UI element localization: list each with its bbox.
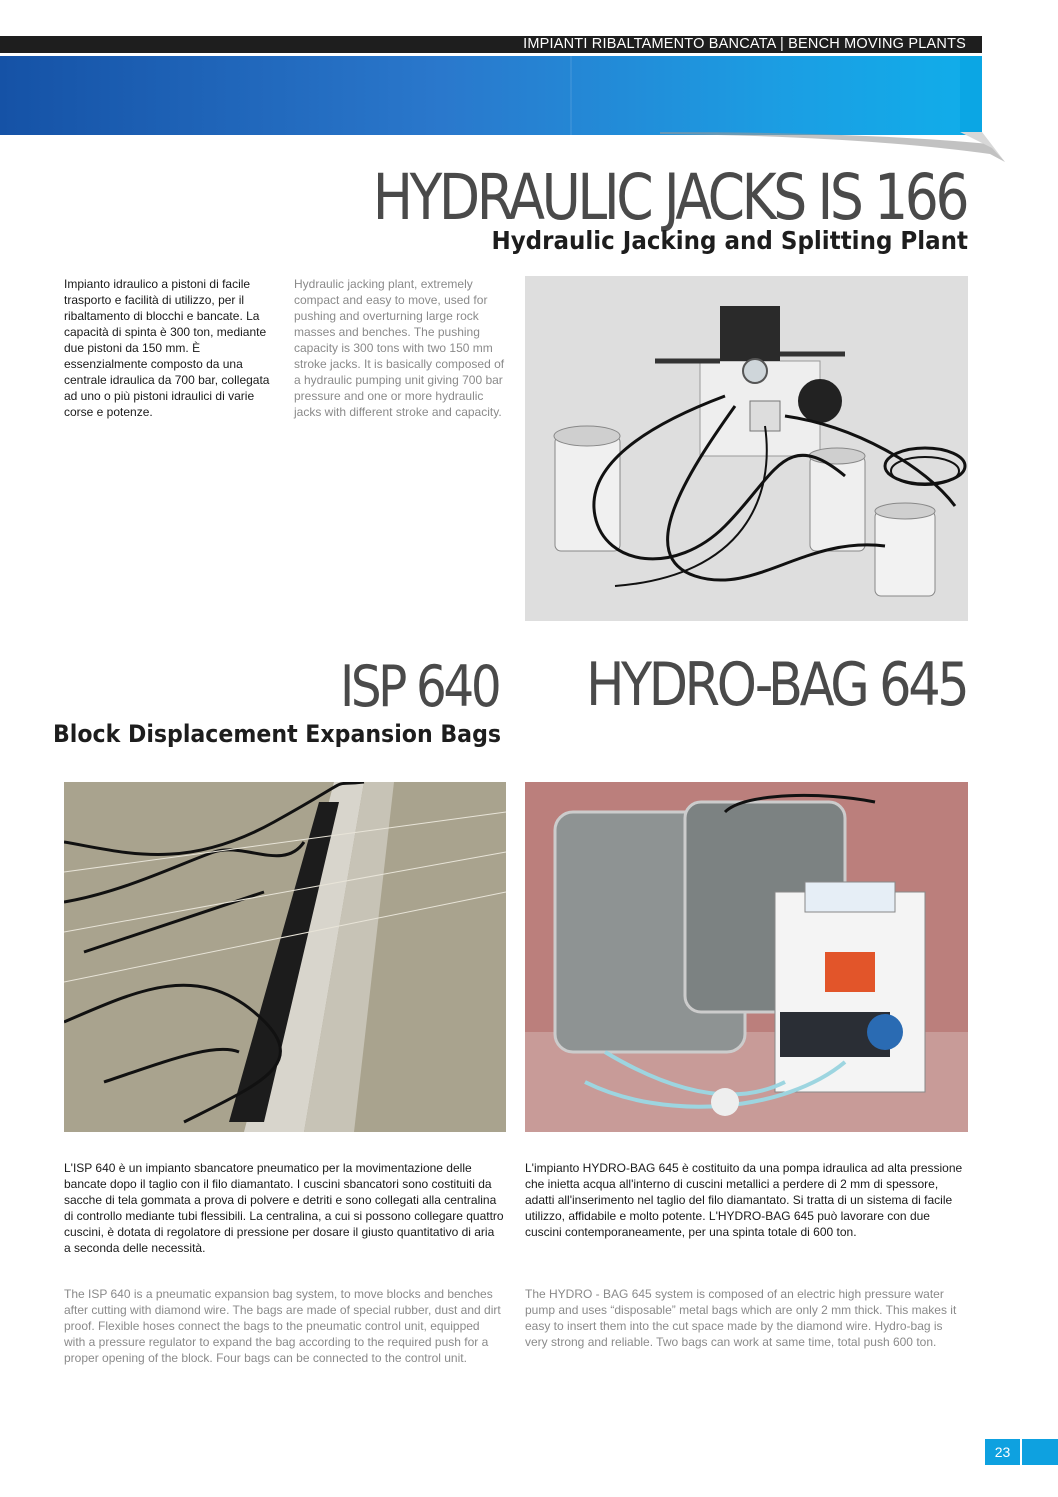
product3-text-italian: L'impianto HYDRO-BAG 645 è costituito da una pompa idraulica ad alta pressione che inietta acqua all'interno di cuscini metallici a perdere di 2 mm di spessore, adatti all'inserimento nel taglio del filo diamantato. Si tratta di un sistema di facile utilizzo, affidabile e molto potente. L'HYDRO-BAG 645 può lavorare con due cuscini contemporaneamente, per una spinta totale di 600 ton.	[525, 1161, 963, 1239]
product3-title: HYDRO-BAG 645	[585, 650, 966, 720]
product2-text-italian: L'ISP 640 è un impianto sbancatore pneumatico per la movimentazione delle bancate dopo il taglio con il filo diamantato. I cuscini sbancatori sono costituiti da sacche di tela gommata a prova di polvere e detriti e sono collegati alla centralina di controllo mediante tubi flessibili. La centralina, a cui si possono collegare quattro cuscini, è dotata di regolatore di pressione per dosare il giusto quantitativo di aria a seconda delle necessità.	[64, 1161, 504, 1255]
product3-text-english: The HYDRO - BAG 645 system is composed of an electric high pressure water pump and uses “disposable” metal bags which are only 2 mm thick. This makes it easy to insert them into the cut space made by the diamond wire. Hydro-bag is very strong and reliable. Two bags can work at same time, total push 600 ton.	[525, 1287, 957, 1349]
section-label: IMPIANTI RIBALTAMENTO BANCATA | BENCH MOVING PLANTS	[523, 36, 966, 52]
hydro-bag-photo	[525, 782, 968, 1132]
product1-text-english: Hydraulic jacking plant, extremely compact and easy to move, used for pushing and overturning large rock masses and benches. The pushing capacity is 300 tons with two 150 mm stroke jacks. It is basically composed of a hydraulic pumping unit giving 700 bar pressure and one or more hydraulic jacks with different stroke and capacity.	[294, 277, 505, 419]
product1-title: HYDRAULIC JACKS IS 166	[372, 161, 966, 234]
section-header-bar	[0, 36, 982, 53]
product2-subtitle: Block Displacement Expansion Bags	[52, 720, 501, 748]
product1-subtitle: Hydraulic Jacking and Splitting Plant	[491, 226, 968, 255]
page-number-tab	[1022, 1439, 1058, 1465]
header-blue-band	[0, 56, 982, 135]
expansion-bags-photo	[64, 782, 506, 1132]
hydraulic-jacks-photo	[525, 276, 968, 621]
page-number: 23	[985, 1439, 1020, 1465]
product2-title: ISP 640	[339, 654, 498, 720]
product1-text-italian: Impianto idraulico a pistoni di facile trasporto e facilità di utilizzo, per il ribaltamento di blocchi e bancate. La capacità di spinta è 300 ton, mediante due pistoni da 150 mm. È essenzialmente composto da una centrale idraulica da 700 bar, collegata ad uno o più pistoni idraulici di varie corse e potenze.	[64, 277, 270, 419]
product2-text-english: The ISP 640 is a pneumatic expansion bag system, to move blocks and benches after cutting with diamond wire. The bags are made of special rubber, dust and dirt proof. Flexible hoses connect the bags to the pneumatic control unit, equipped with a pressure regulator to expand the bag according to the required push for a proper opening of the block. Four bags can be connected to the control unit.	[64, 1287, 501, 1365]
